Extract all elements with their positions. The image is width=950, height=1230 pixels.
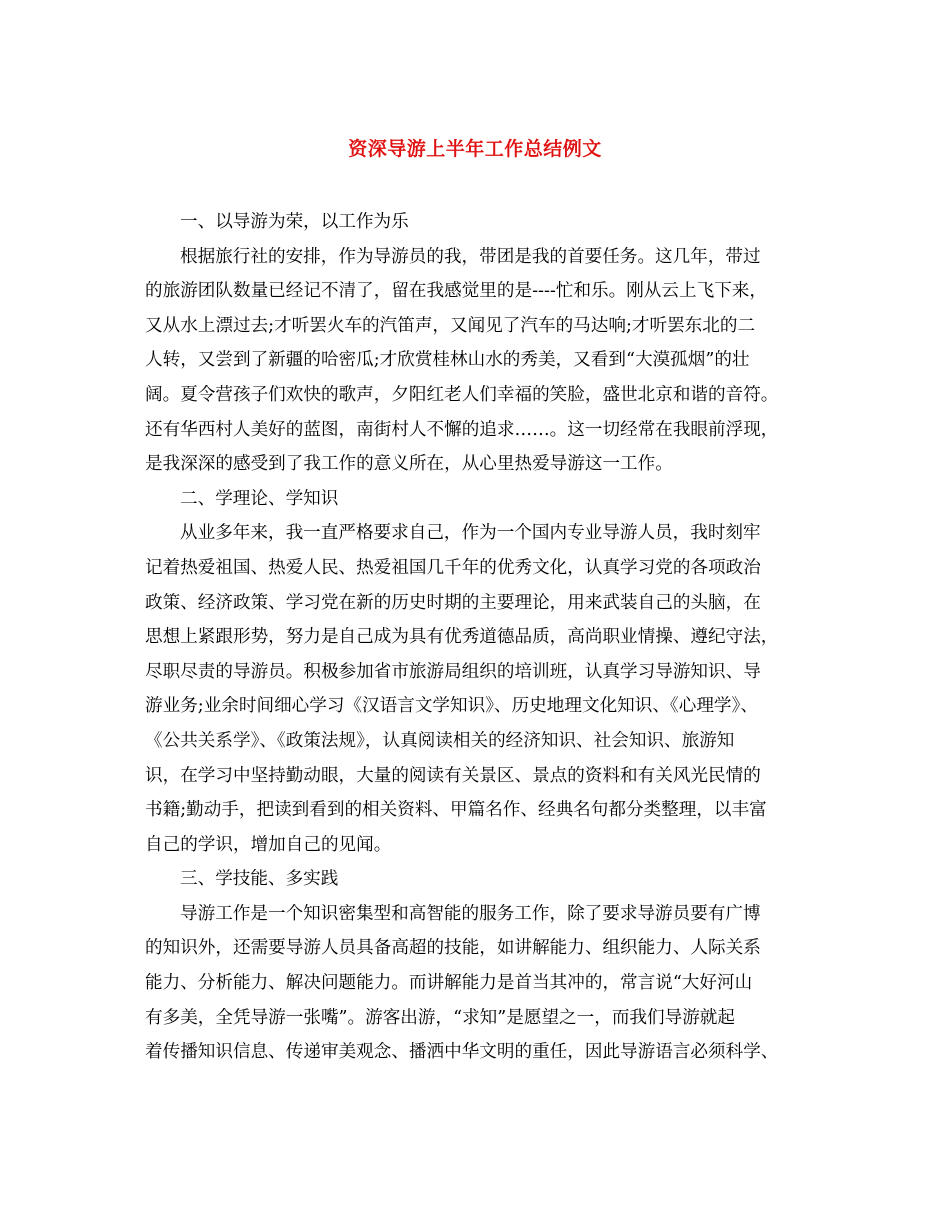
text-line: 有多美，全凭导游一张嘴”。游客出游，“求知”是愿望之一，而我们导游就起 xyxy=(145,1007,735,1028)
text-line: 思想上紧跟形势，努力是自己成为具有优秀道德品质，高尚职业情操、遵纪守法， xyxy=(145,627,779,648)
text-line: 人转，又尝到了新疆的哈密瓜;才欣赏桂林山水的秀美，又看到“大漠孤烟”的壮 xyxy=(145,350,750,371)
text-line: 自己的学识，增加自己的见闻。 xyxy=(145,834,392,855)
text-line: 导游工作是一个知识密集型和高智能的服务工作，除了要求导游员要有广博 xyxy=(180,903,761,924)
document-body xyxy=(145,205,815,1070)
text-line: 三、学技能、多实践 xyxy=(180,869,339,890)
document-title: 资深导游上半年工作总结例文 xyxy=(348,138,602,160)
text-line: 能力、分析能力、解决问题能力。而讲解能力是首当其冲的，常言说“大好河山 xyxy=(145,973,753,994)
text-line: 又从水上漂过去;才听罢火车的汽笛声，又闻见了汽车的马达响;才听罢东北的二 xyxy=(145,315,756,336)
text-line: 游业务;业余时间细心学习《汉语言文学知识》、历史地理文化知识、《心理学》、 xyxy=(145,696,758,717)
text-line: 的知识外，还需要导游人员具备高超的技能，如讲解能力、组织能力、人际关系 xyxy=(145,938,761,959)
text-line: 书籍;勤动手，把读到看到的相关资料、甲篇名作、经典名句都分类整理，以丰富 xyxy=(145,800,767,821)
text-line: 尽职尽责的导游员。积极参加省市旅游局组织的培训班，认真学习导游知识、导 xyxy=(145,661,761,682)
text-line: 记着热爱祖国、热爱人民、热爱祖国几千年的优秀文化，认真学习党的各项政治 xyxy=(145,557,761,578)
text-line: 根据旅行社的安排，作为导游员的我，带团是我的首要任务。这几年，带过 xyxy=(180,246,761,267)
text-line: 着传播知识信息、传递审美观念、播洒中华文明的重任，因此导游语言必须科学、 xyxy=(145,1042,779,1063)
text-line: 阔。夏令营孩子们欢快的歌声，夕阳红老人们幸福的笑脸，盛世北京和谐的音符。 xyxy=(145,384,779,405)
text-line: 的旅游团队数量已经记不清了，留在我感觉里的是----忙和乐。刚从云上飞下来， xyxy=(145,281,767,302)
text-line: 还有华西村人美好的蓝图，南街村人不懈的追求……。这一切经常在我眼前浮现， xyxy=(145,419,779,440)
text-line: 政策、经济政策、学习党在新的历史时期的主要理论，用来武装自己的头脑，在 xyxy=(145,592,761,613)
text-line: 从业多年来，我一直严格要求自己，作为一个国内专业导游人员，我时刻牢 xyxy=(180,523,761,544)
text-line: 《公共关系学》、《政策法规》，认真阅读相关的经济知识、社会知识、旅游知 xyxy=(145,730,735,751)
text-line: 二、学理论、学知识 xyxy=(180,488,339,509)
text-line: 识，在学习中坚持勤动眼，大量的阅读有关景区、景点的资料和有关风光民情的 xyxy=(145,765,761,786)
text-line: 是我深深的感受到了我工作的意义所在，从心里热爱导游这一工作。 xyxy=(145,454,673,475)
text-line: 一、以导游为荣，以工作为乐 xyxy=(180,212,409,232)
